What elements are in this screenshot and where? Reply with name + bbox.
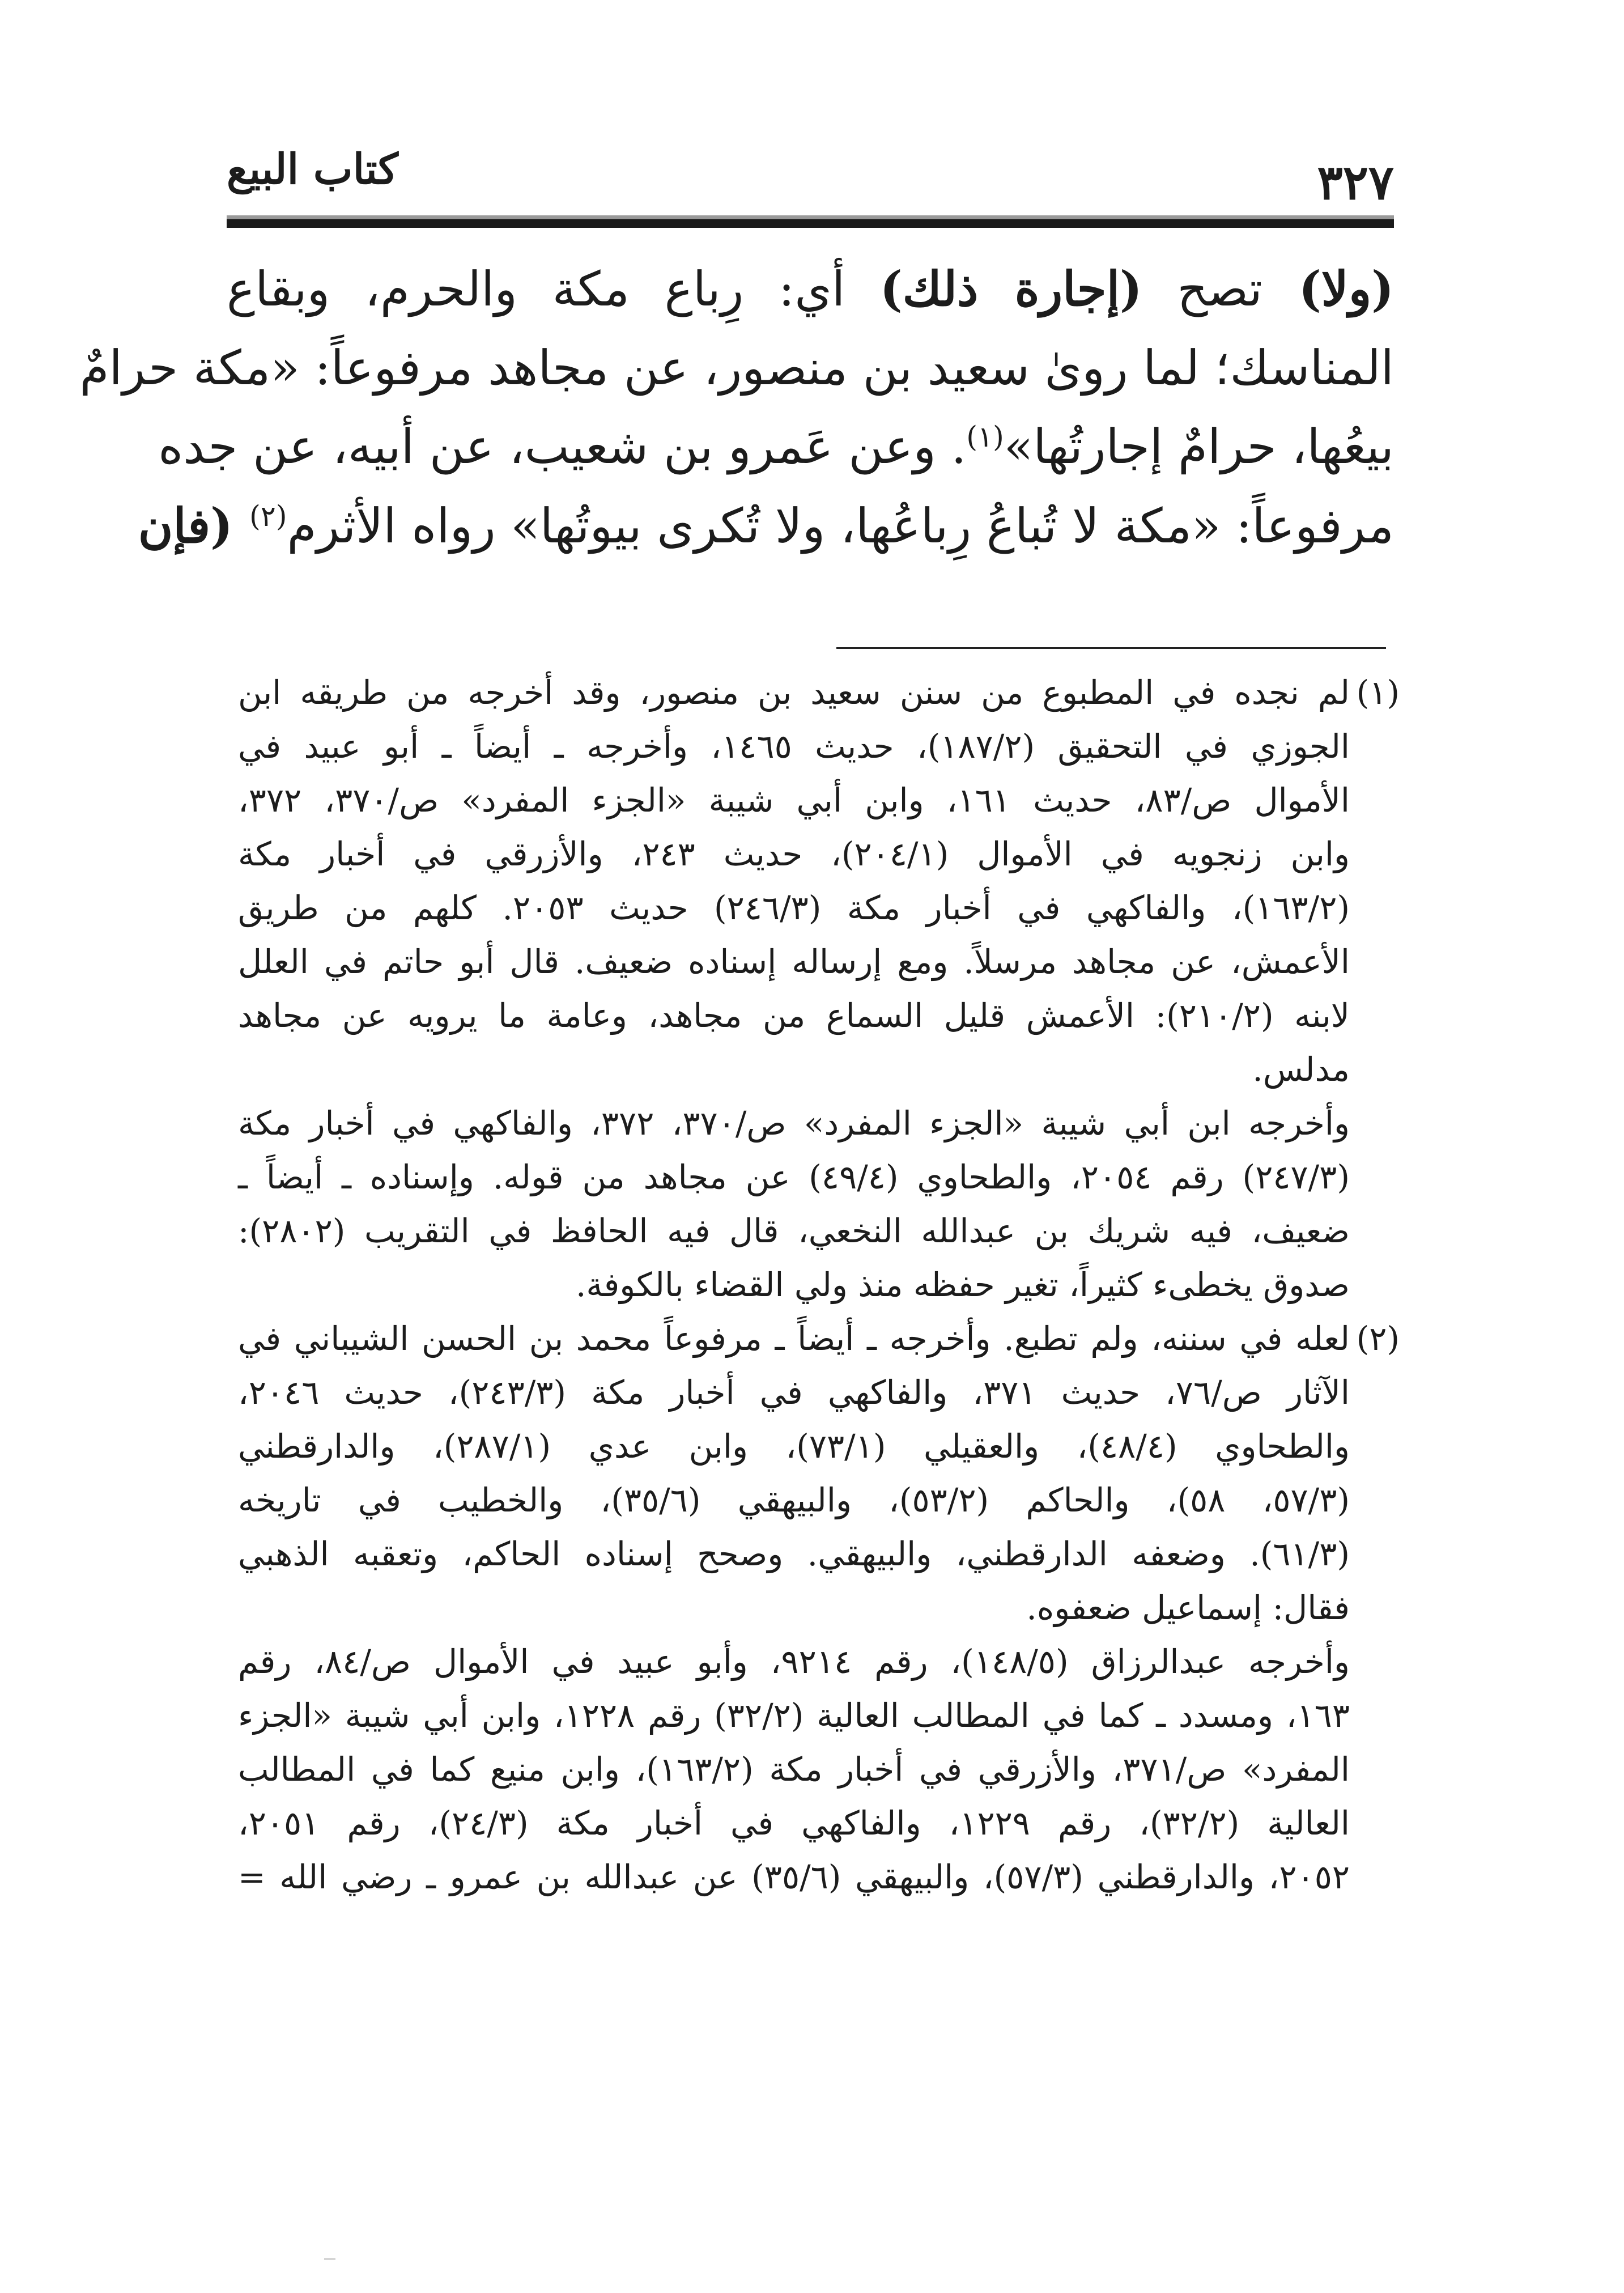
footnote-line: ٢٠٥٢، والدارقطني (٥٧/٣)، والبيهقي (٣٥/٦) عن عبدالله بن عمرو ـ رضي الله = xyxy=(238,1858,1350,1896)
footnote-ref: (١) xyxy=(966,420,1004,453)
footnote-marker: (٢) xyxy=(1356,1319,1400,1358)
main-line xyxy=(227,249,1394,329)
main-text-run: بيعُها، حرامٌ إجارتُها» xyxy=(1004,419,1394,474)
footnote-ref: (٢) xyxy=(249,499,287,533)
footnote-line: (٢٤٧/٣) رقم ٢٠٥٤، والطحاوي (٤٩/٤) عن مجاهد من قوله. وإسناده ـ أيضاً ـ xyxy=(238,1158,1350,1196)
footnote-line: (٦١/٣). وضعفه الدارقطني، والبيهقي. وصحح إسناده الحاكم، وتعقبه الذهبي xyxy=(238,1535,1350,1573)
footnote-line: (١٦٣/٢)، والفاكهي في أخبار مكة (٢٤٦/٣) حديث ٢٠٥٣. كلهم من طريق xyxy=(238,889,1350,927)
footnote-text: لعله في سننه، ولم تطبع. وأخرجه ـ أيضاً ـ مرفوعاً محمد بن الحسن الشيباني في xyxy=(238,1319,1350,1358)
footnote-line: الآثار ص/٧٦، حديث ٣٧١، والفاكهي في أخبار مكة (٢٤٣/٣)، حديث ٢٠٤٦، xyxy=(238,1373,1350,1412)
footnote-line: العالية (٣٢/٢)، رقم ١٢٢٩، والفاكهي في أخبار مكة (٢٤/٣)، رقم ٢٠٥١، xyxy=(238,1804,1350,1842)
footnote-line: المفرد» ص/٣٧١، والأزرقي في أخبار مكة (١٦٣/٢)، وابن منيع كما في المطالب xyxy=(238,1750,1350,1789)
footnote-line: وأخرجه ابن أبي شيبة «الجزء المفرد» ص/٣٧٠، ٣٧٢، والفاكهي في أخبار مكة xyxy=(238,1104,1350,1143)
main-keyword: (فإن xyxy=(138,498,250,554)
main-text-run: . وعن عَمرو بن شعيب، عن أبيه، عن جده xyxy=(158,419,967,474)
main-text-run: مرفوعاً: «مكة لا تُباعُ رِباعُها، ولا تُكرى بيوتُها» رواه الأثرم xyxy=(287,498,1394,554)
footnote-text: لم نجده في المطبوع من سنن سعيد بن منصور، وقد أخرجه من طريقه ابن xyxy=(238,673,1350,712)
footnote-line: ضعيف، فيه شريك بن عبدالله النخعي، قال فيه الحافظ في التقريب (٢٨٠٢): xyxy=(238,1212,1350,1250)
footnote-line xyxy=(238,1312,1400,1366)
footnote-line: (٥٧/٣، ٥٨)، والحاكم (٥٣/٢)، والبيهقي (٣٥/٦)، والخطيب في تاريخه xyxy=(238,1481,1350,1519)
footnote-line xyxy=(238,666,1400,720)
footnote-line: صدوق يخطىء كثيراً، تغير حفظه منذ ولي القضاء بالكوفة. xyxy=(575,1266,1350,1304)
main-text-run: أي: رِباع مكة والحرم، وبقاع xyxy=(227,261,880,317)
footnote-line: لابنه (٢١٠/٢): الأعمش قليل السماع من مجاهد، وعامة ما يرويه عن مجاهد xyxy=(238,996,1350,1035)
main-keyword: (ولا) xyxy=(1262,261,1394,317)
footnote-separator xyxy=(836,647,1386,649)
footnote-marker: (١) xyxy=(1356,673,1400,712)
main-text-run: تصح xyxy=(1142,261,1262,317)
footnote-line: فقال: إسماعيل ضعفوه. xyxy=(1026,1589,1350,1627)
footnotes xyxy=(238,666,1400,1904)
header-rule xyxy=(227,215,1394,228)
footnote-line: مدلس. xyxy=(1252,1050,1350,1089)
footnote-line: الجوزي في التحقيق (١٨٧/٢)، حديث ١٤٦٥، وأخرجه ـ أيضاً ـ أبو عبيد في xyxy=(238,727,1350,766)
footnote-line: وأخرجه عبدالرزاق (١٤٨/٥)، رقم ٩٢١٤، وأبو عبيد في الأموال ص/٨٤، رقم xyxy=(238,1642,1350,1681)
main-text xyxy=(79,249,1394,566)
main-line: المناسك؛ لما روىٰ سعيد بن منصور، عن مجاهد مرفوعاً: «مكة حرامٌ xyxy=(79,340,1394,396)
footnote-line: الأعمش، عن مجاهد مرسلاً. ومع إرساله إسناده ضعيف. قال أبو حاتم في العلل xyxy=(238,942,1350,981)
chapter-title: كتاب البيع xyxy=(227,145,398,194)
main-line xyxy=(138,486,1394,566)
main-line xyxy=(158,407,1394,486)
main-keyword: (إجارة ذلك) xyxy=(879,261,1142,317)
scan-mark xyxy=(324,2258,335,2260)
page-number: ٣٢٧ xyxy=(1317,154,1394,210)
footnote-line: الأموال ص/٨٣، حديث ١٦١، وابن أبي شيبة «الجزء المفرد» ص/٣٧٠، ٣٧٢، xyxy=(238,781,1350,819)
footnote-line: وابن زنجويه في الأموال (٢٠٤/١)، حديث ٢٤٣، والأزرقي في أخبار مكة xyxy=(238,835,1350,873)
running-head xyxy=(227,145,1394,222)
footnote-line: ١٦٣، ومسدد ـ كما في المطالب العالية (٣٢/٢) رقم ١٢٢٨، وابن أبي شيبة «الجزء xyxy=(238,1696,1350,1735)
footnote-line: والطحاوي (٤٨/٤)، والعقيلي (٧٣/١)، وابن عدي (٢٨٧/١)، والدارقطني xyxy=(238,1427,1350,1466)
